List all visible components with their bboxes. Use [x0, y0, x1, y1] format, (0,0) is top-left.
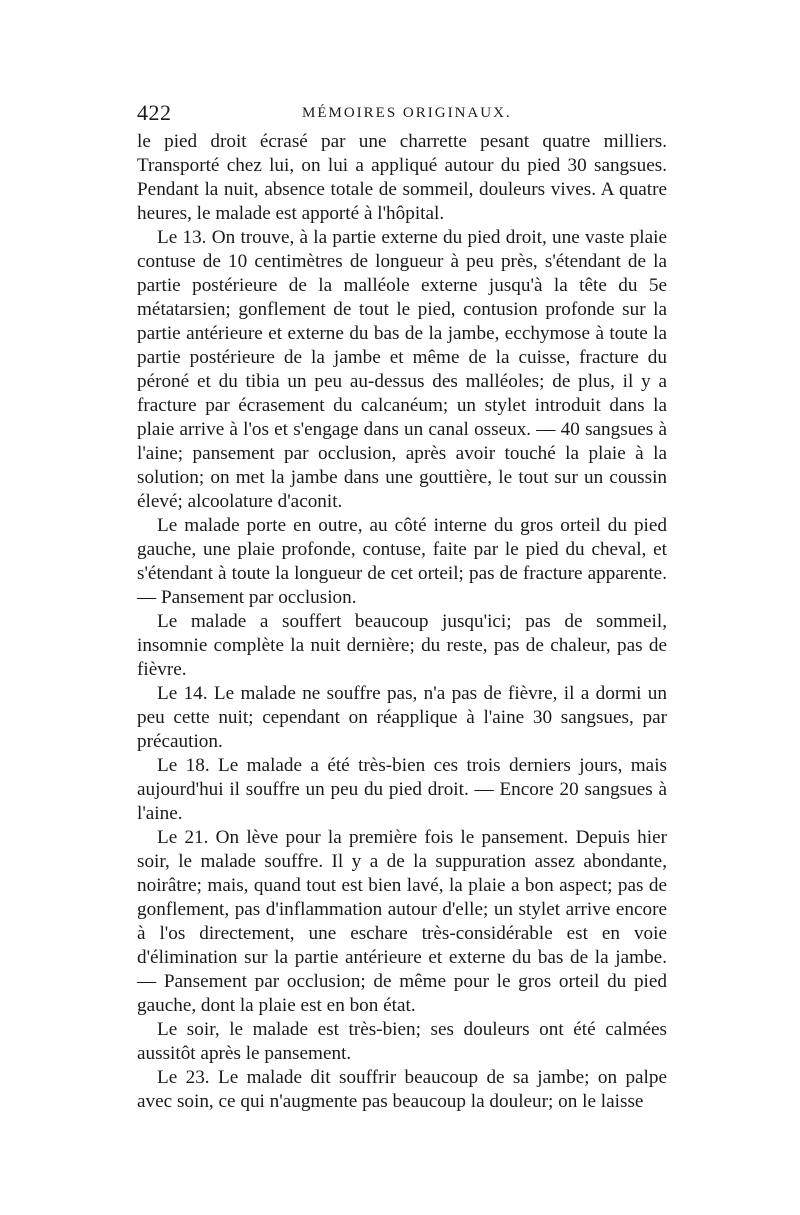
- paragraph: Le 14. Le malade ne souffre pas, n'a pas de fièvre, il a dormi un peu cette nuit; cependant on réapplique à l'aine 30 sangsues, par précaution.: [137, 683, 667, 752]
- book-page: [137, 100, 667, 1114]
- paragraph: Le 13. On trouve, à la partie externe du pied droit, une vaste plaie contuse de 10 centimètres de longueur à peu près, s'étendant de la partie postérieure de la malléole externe jusqu'à la tête du 5e métatarsien; gonflement de tout le pied, contusion profonde sur la partie antérieure et externe du bas de la jambe, ecchymose à toute la partie postérieure de la jambe et même de la cuisse, fracture du péroné et du tibia un peu au-dessus des malléoles; de plus, il y a fracture par écrasement du calcanéum; un stylet introduit dans la plaie arrive à l'os et s'engage dans un canal osseux. — 40 sangsues à l'aine; pansement par occlusion, après avoir touché la plaie à la solution; on met la jambe dans une gouttière, le tout sur un coussin élevé; alcoolature d'aconit.: [137, 227, 667, 512]
- paragraph: le pied droit écrasé par une charrette pesant quatre milliers. Transporté chez lui, on lui a appliqué autour du pied 30 sangsues. Pendant la nuit, absence totale de sommeil, douleurs vives. A quatre heures, le malade est apporté à l'hôpital.: [137, 131, 667, 224]
- running-head: [137, 100, 667, 126]
- body-text: [137, 130, 667, 1114]
- paragraph: Le malade a souffert beaucoup jusqu'ici; pas de sommeil, insomnie complète la nuit dernière; du reste, pas de chaleur, pas de fièvre.: [137, 611, 667, 680]
- page-number: 422: [137, 100, 172, 125]
- paragraph: Le 23. Le malade dit souffrir beaucoup de sa jambe; on palpe avec soin, ce qui n'augmente pas beaucoup la douleur; on le laisse: [137, 1067, 667, 1112]
- paragraph: Le 21. On lève pour la première fois le pansement. Depuis hier soir, le malade souffre. Il y a de la suppuration assez abondante, noirâtre; mais, quand tout est bien lavé, la plaie a bon aspect; pas de gonflement, pas d'inflammation autour d'elle; un stylet arrive encore à l'os directement, une eschare très-considérable est en voie d'élimination sur la partie antérieure et externe du bas de la jambe. — Pansement par occlusion; de même pour le gros orteil du pied gauche, dont la plaie est en bon état.: [137, 827, 667, 1016]
- paragraph: Le malade porte en outre, au côté interne du gros orteil du pied gauche, une plaie profonde, contuse, faite par le pied du cheval, et s'étendant à toute la longueur de cet orteil; pas de fracture apparente. — Pansement par occlusion.: [137, 515, 667, 608]
- running-title: MÉMOIRES ORIGINAUX.: [302, 105, 512, 121]
- paragraph: Le 18. Le malade a été très-bien ces trois derniers jours, mais aujourd'hui il souffre un peu du pied droit. — Encore 20 sangsues à l'aine.: [137, 755, 667, 824]
- paragraph: Le soir, le malade est très-bien; ses douleurs ont été calmées aussitôt après le pansement.: [137, 1019, 667, 1064]
